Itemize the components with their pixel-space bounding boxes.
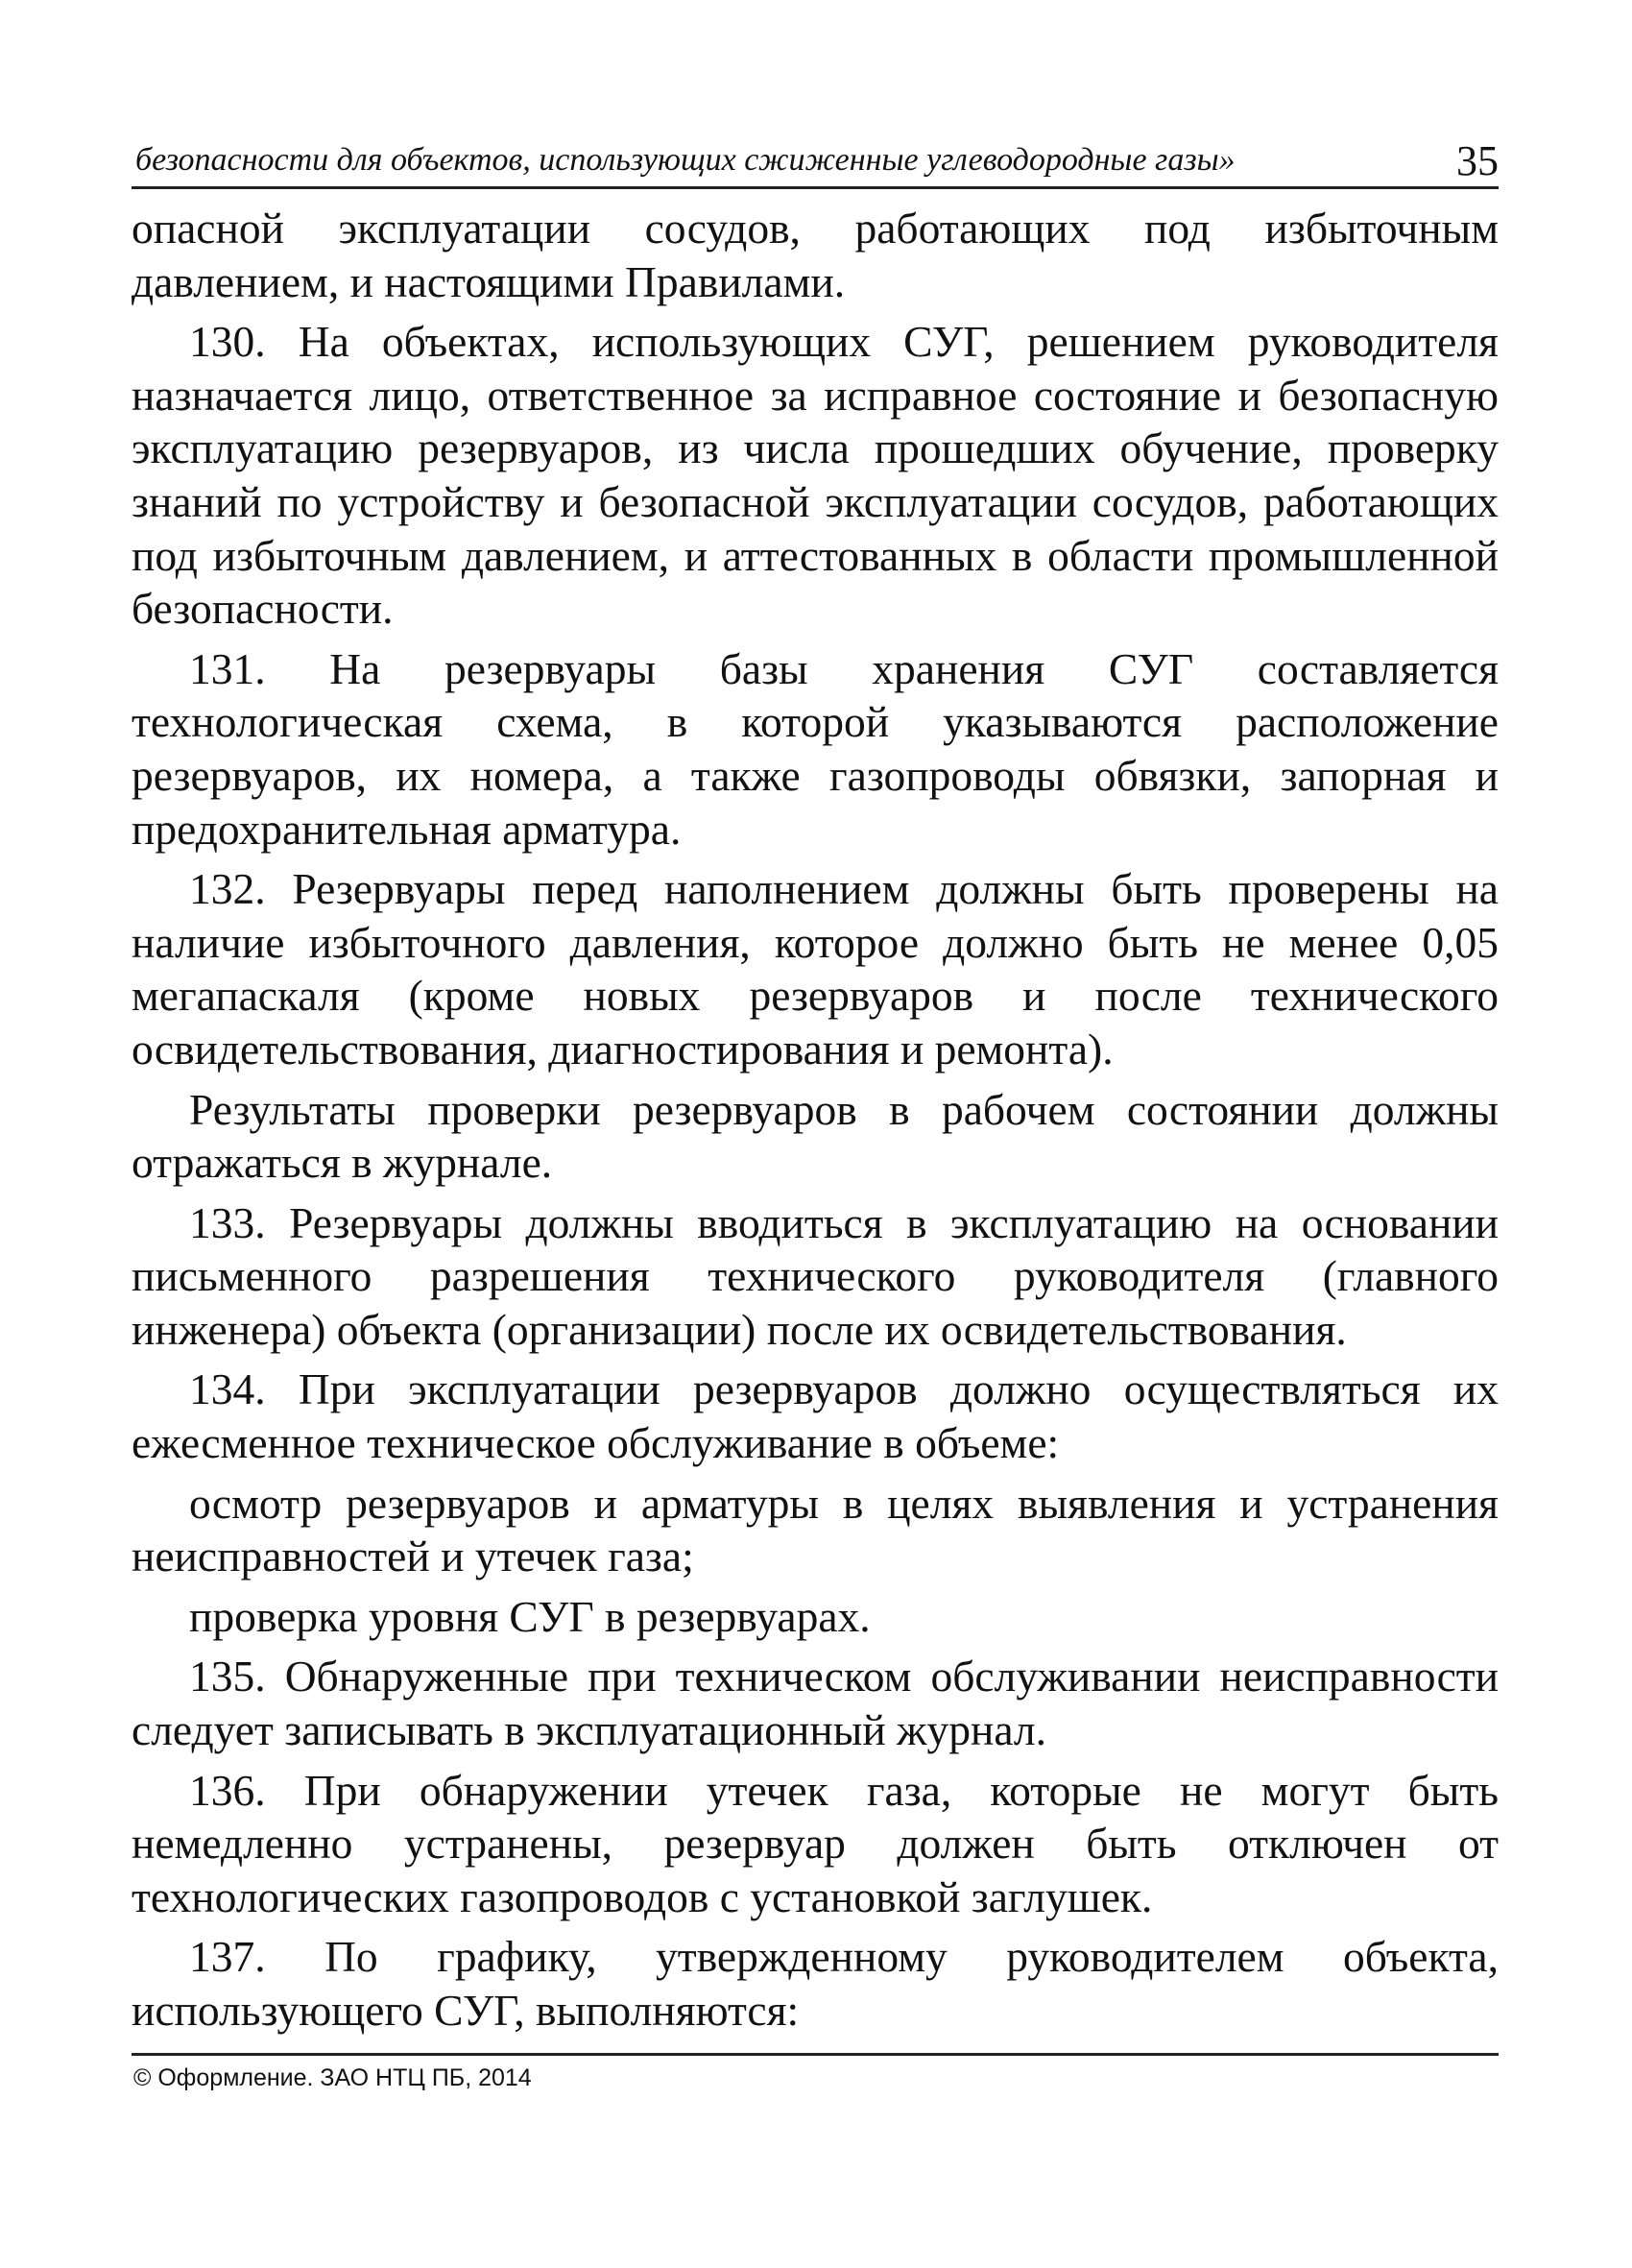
paragraph-131: 131. На резервуары базы хранения СУГ составляется технологическая схема, в которой указываются расположение резервуаров, их номера, а также газопроводы обвязки, запорная и предохранительная арматура. <box>132 643 1499 854</box>
paragraph-132: 132. Резервуары перед наполнением должны быть проверены на наличие избыточного давления, которое должно быть не менее 0,05 мегапаскаля (кроме новых резервуаров и после технического освидетельствования, диагностирования и ремонта). <box>132 864 1499 1074</box>
paragraph-132-results: Результаты проверки резервуаров в рабочем состоянии должны отражаться в журнале. <box>132 1084 1499 1188</box>
body-text <box>132 202 1499 2044</box>
paragraph-135: 135. Обнаруженные при техническом обслуживании неисправности следует записывать в эксплуатационный журнал. <box>132 1652 1499 1755</box>
page-number: 35 <box>1456 137 1499 184</box>
paragraph-133: 133. Резервуары должны вводиться в эксплуатацию на основании письменного разрешения технического руководителя (главного инженера) объекта (организации) после их освидетельствования. <box>132 1197 1499 1354</box>
footer-copyright: © Оформление. ЗАО НТЦ ПБ, 2014 <box>133 2064 532 2091</box>
document-page <box>132 115 1499 2180</box>
paragraph-continuation: опасной эксплуатации сосудов, работающих под избыточным давлением, и настоящими Правилами. <box>132 204 1499 306</box>
paragraph-134-item-inspection: осмотр резервуаров и арматуры в целях выявления и устранения неисправностей и утечек газа; <box>132 1478 1499 1581</box>
paragraph-134: 134. При эксплуатации резервуаров должно осуществляться их ежесменное техническое обслуживание в объеме: <box>132 1364 1499 1468</box>
paragraph-136: 136. При обнаружении утечек газа, которые не могут быть немедленно устранены, резервуар должен быть отключен от технологических газопроводов с установкой заглушек. <box>132 1765 1499 1921</box>
paragraph-130: 130. На объектах, использующих СУГ, решением руководителя назначается лицо, ответственное за исправное состояние и безопасную эксплуатацию резервуаров, из числа прошедших обучение, проверку знаний по устройству и безопасной эксплуатации сосудов, работающих под избыточным давлением, и аттестованных в области промышленной безопасности. <box>132 317 1499 634</box>
footer-divider <box>132 2053 1499 2056</box>
paragraph-134-item-level-check: проверка уровня СУГ в резервуарах. <box>189 1591 871 1641</box>
paragraph-137: 137. По графику, утвержденному руководителем объекта, использующего СУГ, выполняются: <box>132 1932 1499 2035</box>
running-title: безопасности для объектов, использующих сжиженные углеводородные газы» <box>135 142 1236 178</box>
running-header <box>132 133 1499 189</box>
